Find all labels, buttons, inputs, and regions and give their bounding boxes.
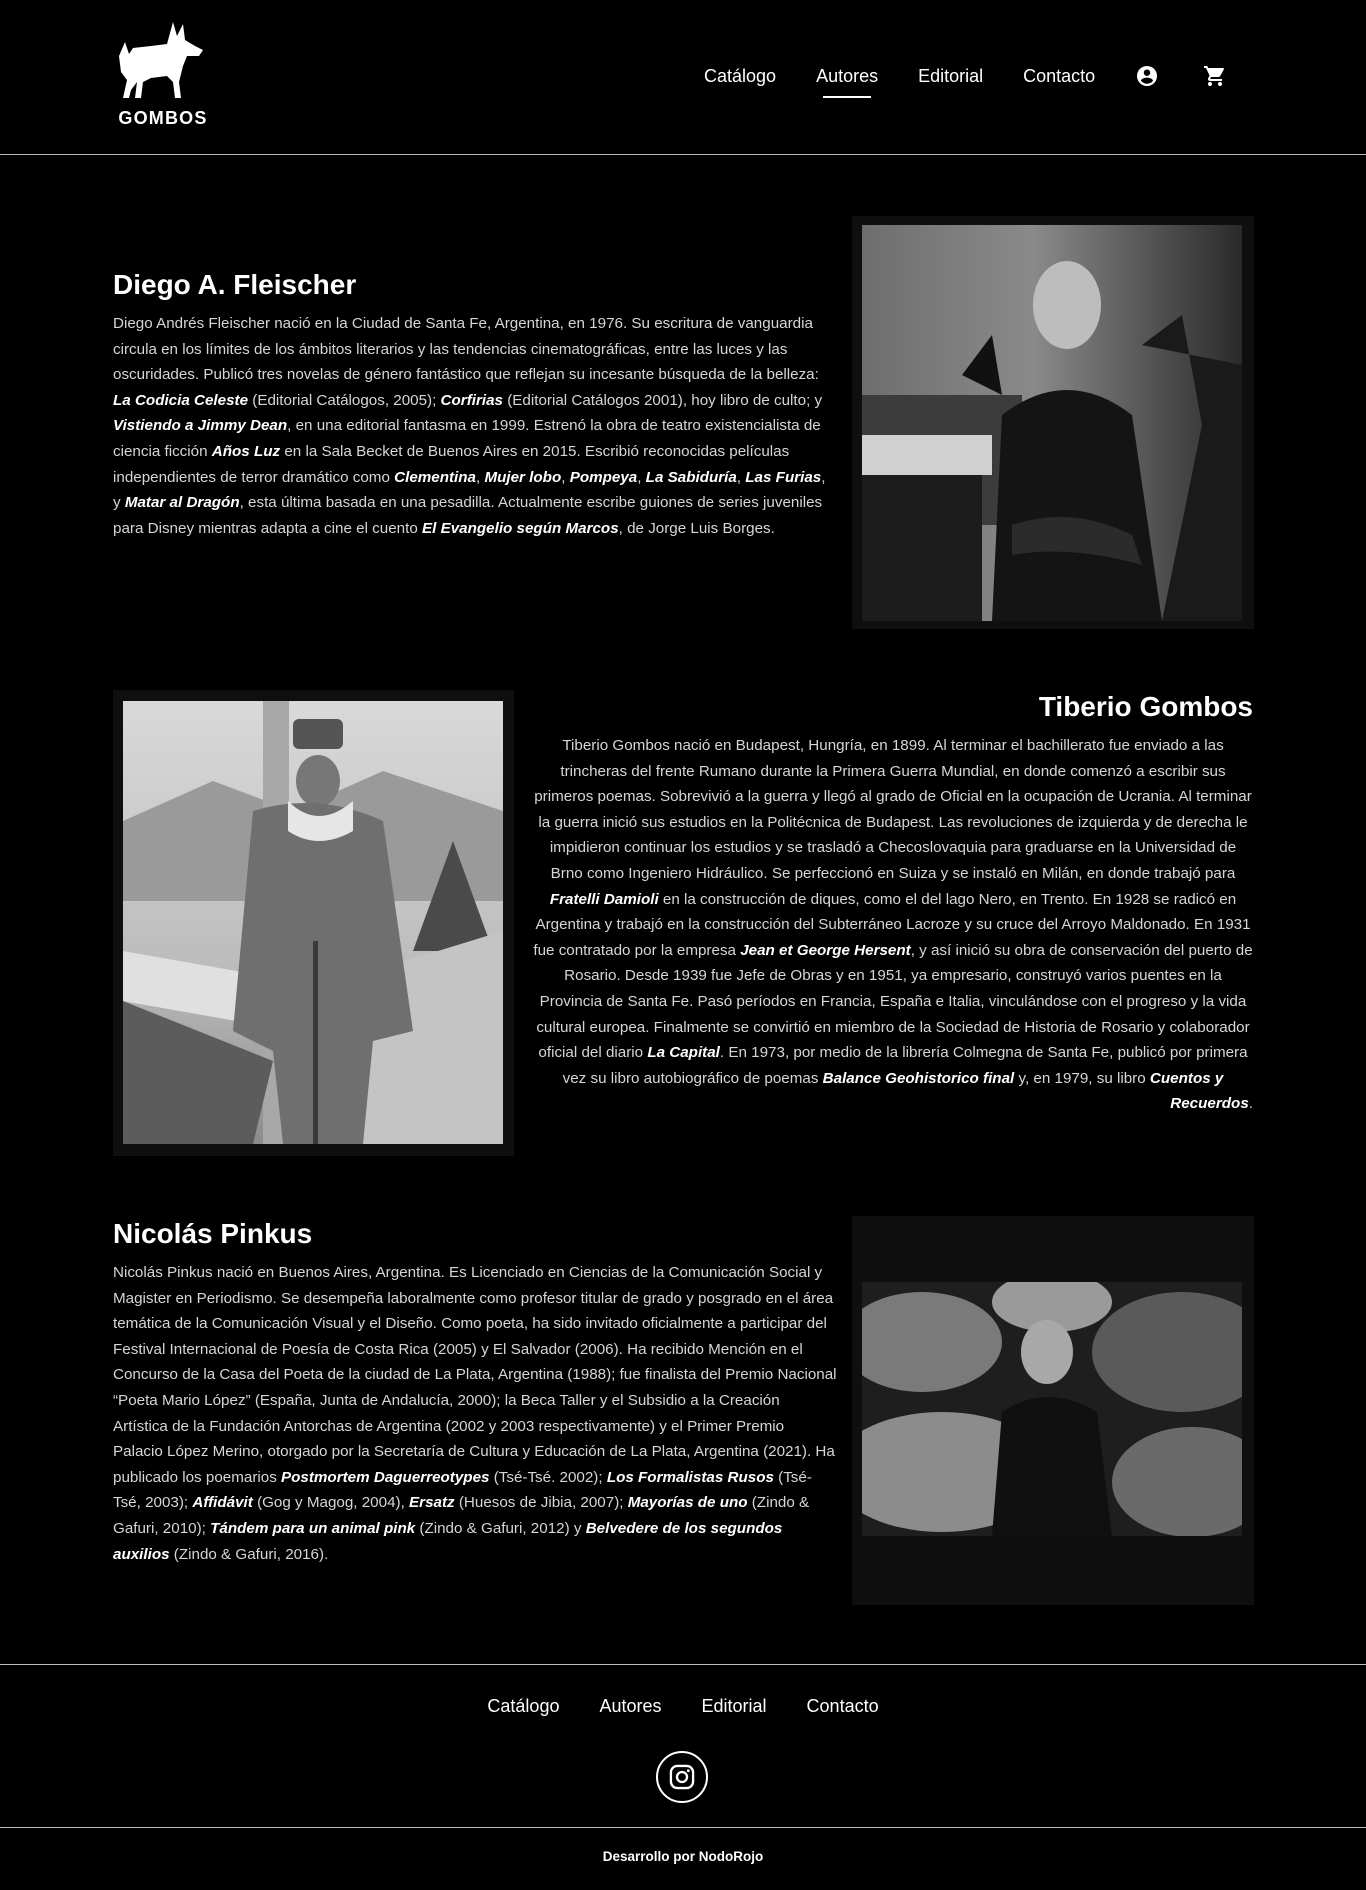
- nav-catalogo[interactable]: Catálogo: [704, 66, 777, 86]
- bio-text: Nicolás Pinkus nació en Buenos Aires, Argentina. Es Licenciado en Ciencias de la Comunicación Social y Magister en Periodismo. Se desempeña laboralmente como profesor titular de grado y posgrado en el área temática de la Comunicación Visual y el Diseño. Como poeta, ha sido invitado oficialmente a participar del Festival Internacional de Poesía de Costa Rica (2005) y El Salvador (2006). Ha recibido Mención en el Concurso de la Casa del Poeta de la ciudad de La Plata, Argentina (1988); fue finalista del Premio Nacional “Poeta Mario López” (España, Junta de Andalucía, 2000); la Beca Taller y el Subsidio a la Creación Artística de la Fundación Antorchas de Argentina (2002 y 2003 respectivamente) y el Primer Premio Palacio López Merino, otorgado por la Secretaría de Cultura y Educación de La Plata, Argentina (2021). Ha publicado los poemarios: [113, 1264, 837, 1486]
- book-title: Clementina: [394, 468, 476, 486]
- brand-name: GOMBOS: [118, 108, 208, 128]
- book-title: Años Luz: [211, 442, 281, 460]
- book-title: Cuentos y Recuerdos: [1149, 1069, 1249, 1113]
- book-title: Mujer lobo: [484, 468, 562, 486]
- bio-text: ,: [476, 468, 485, 486]
- developer-credit[interactable]: Desarrollo por NodoRojo: [602, 1849, 764, 1864]
- author-photo-gombos: [123, 701, 503, 1144]
- main-nav: [704, 64, 1227, 88]
- book-title: Postmortem Daguerreotypes: [281, 1468, 490, 1486]
- nav-autores[interactable]: Autores: [816, 66, 879, 86]
- author-bio: [113, 1260, 837, 1567]
- bio-text: (Editorial Catálogos, 2005);: [248, 391, 441, 409]
- book-title: El Evangelio según Marcos: [422, 519, 619, 537]
- footer-link-autores[interactable]: Autores: [599, 1696, 662, 1716]
- book-title: Pompeya: [569, 468, 638, 486]
- bio-text: en la Sala Becket de Buenos Aires en 2015. Escribió reconocidas películas independientes de terror dramático como: [113, 442, 790, 486]
- bio-text: , de Jorge Luis Borges.: [618, 519, 775, 537]
- author-tiberio-gombos: [533, 690, 1253, 1117]
- author-name: Tiberio Gombos: [1038, 691, 1253, 722]
- book-title: Jean et George Hersent: [740, 941, 911, 959]
- footer-nav: [0, 1695, 1366, 1717]
- author-bio: [533, 733, 1253, 1117]
- bio-text: (Huesos de Jibia, 2007);: [454, 1494, 628, 1512]
- book-title: Balance Geohistorico final: [822, 1069, 1015, 1087]
- bio-text: , en una editorial fantasma en 1999. Estrenó la obra de teatro existencialista de ciencia ficción: [113, 417, 821, 460]
- book-title: Vistiendo a Jimmy Dean: [113, 417, 288, 435]
- book-title: Corfirias: [440, 391, 504, 409]
- site-header: [0, 0, 1366, 155]
- nav-contacto[interactable]: Contacto: [1023, 66, 1096, 86]
- instagram-icon[interactable]: [656, 1751, 708, 1803]
- bio-text: Tiberio Gombos nació en Budapest, Hungría, en 1899. Al terminar el bachillerato fue enviado a las trincheras del frente Rumano durante la Primera Guerra Mundial, en donde comenzó a escribir sus primeros poemas. Sobrevivió a la guerra y llegó al grado de Oficial en la ocupación de Ucrania. Al terminar la guerra inició sus estudios en la Politécnica de Budapest. Las revoluciones de izquierda y de derecha le impidieron continuar los estudios y se trasladó a Checoslovaquia para graduarse en la Universidad de Brno como Ingeniero Hidráulico. Se perfeccionó en Suiza y se instaló en Milán, en donde trabajó para: [534, 737, 1252, 882]
- nav-editorial[interactable]: Editorial: [918, 66, 984, 86]
- footer-link-catalogo[interactable]: Catálogo: [487, 1696, 560, 1716]
- author-bio: [113, 311, 837, 541]
- gombos-logo[interactable]: [117, 20, 209, 130]
- bio-text: ,: [561, 468, 570, 486]
- book-title: Ersatz: [409, 1494, 455, 1512]
- bio-text: .: [1248, 1095, 1253, 1113]
- author-photo-frame: [852, 216, 1254, 629]
- bio-text: (Tsé-Tsé, 2003);: [113, 1468, 812, 1512]
- book-title: Belvedere de los segundos auxilios: [113, 1519, 783, 1563]
- footer-divider: [0, 1664, 1366, 1665]
- bio-text: (Zindo & Gafuri, 2016).: [169, 1545, 329, 1563]
- author-name: Diego A. Fleischer: [113, 269, 357, 300]
- bio-text: ,: [736, 468, 746, 486]
- book-title: Mayorías de uno: [627, 1494, 748, 1512]
- cart-icon[interactable]: [1203, 64, 1227, 88]
- bio-text: (Tsé-Tsé. 2002);: [489, 1468, 607, 1486]
- book-title: Los Formalistas Rusos: [606, 1468, 774, 1486]
- account-circle-icon[interactable]: [1135, 64, 1159, 88]
- bio-text: (Gog y Magog, 2004),: [252, 1494, 410, 1512]
- bio-text: , esta última basada en una pesadilla. Actualmente escribe guiones de series juveniles para Disney mientras adapta a cine el cuento: [113, 494, 823, 537]
- wolf-logo-icon: [117, 20, 209, 100]
- bio-text: (Zindo & Gafuri, 2010);: [113, 1494, 810, 1537]
- bio-text: Diego Andrés Fleischer nació en la Ciudad de Santa Fe, Argentina, en 1976. Su escritura de vanguardia circula en los límites de los ámbitos literarios y las tendencias cinematográficas, entre las luces y las oscuridades. Publicó tres novelas de género fantástico que reflejan su incesante búsqueda de la belleza:: [113, 315, 819, 384]
- author-photo-fleischer: [862, 225, 1242, 621]
- footer-divider-bottom: [0, 1827, 1366, 1828]
- footer-link-contacto[interactable]: Contacto: [806, 1696, 879, 1716]
- author-diego-fleischer: [113, 268, 837, 560]
- book-title: La Capital: [647, 1044, 720, 1062]
- book-title: Fratelli Damioli: [549, 890, 659, 908]
- bio-text: , y así inició su obra de conservación del puerto de Rosario. Desde 1939 fue Jefe de Obras y en 1951, ya empresario, construyó varios puentes en la Provincia de Santa Fe. Pasó períodos en Francia, España e Italia, vinculándose con el progreso y la vida cultural europea. Finalmente se convirtió en miembro de la Sociedad de Historia de Rosario y colaborador oficial del diario: [536, 941, 1253, 1062]
- bio-text: . En 1973, por medio de la librería Colmegna de Santa Fe, publicó por primera vez su libro autobiográfico de poemas: [562, 1044, 1248, 1087]
- author-name: Nicolás Pinkus: [113, 1218, 313, 1249]
- book-title: La Codicia Celeste: [113, 391, 249, 409]
- author-photo-pinkus: [862, 1282, 1242, 1536]
- bio-text: , y: [113, 468, 826, 512]
- book-title: La Sabiduría: [645, 468, 737, 486]
- book-title: Matar al Dragón: [124, 494, 240, 512]
- bio-text: (Editorial Catálogos 2001), hoy libro de culto; y: [503, 391, 823, 409]
- author-nicolas-pinkus: [113, 1217, 837, 1567]
- author-photo-frame: [852, 1216, 1254, 1605]
- bio-text: ,: [637, 468, 646, 486]
- bio-text: y, en 1979, su libro: [1014, 1069, 1150, 1087]
- footer-link-editorial[interactable]: Editorial: [701, 1696, 767, 1716]
- book-title: Affidávit: [192, 1494, 253, 1512]
- book-title: Tándem para un animal pink: [210, 1519, 416, 1537]
- bio-text: en la construcción de diques, como el del lago Nero, en Trento. En 1928 se radicó en Argentina y trabajó en la construcción del Subterráneo Lacroze y su cruce del Arroyo Maldonado. En 1931 fue contratado por la empresa: [533, 890, 1251, 959]
- book-title: Las Furias: [745, 468, 822, 486]
- bio-text: (Zindo & Gafuri, 2012) y: [415, 1519, 586, 1537]
- author-photo-frame: [113, 690, 514, 1156]
